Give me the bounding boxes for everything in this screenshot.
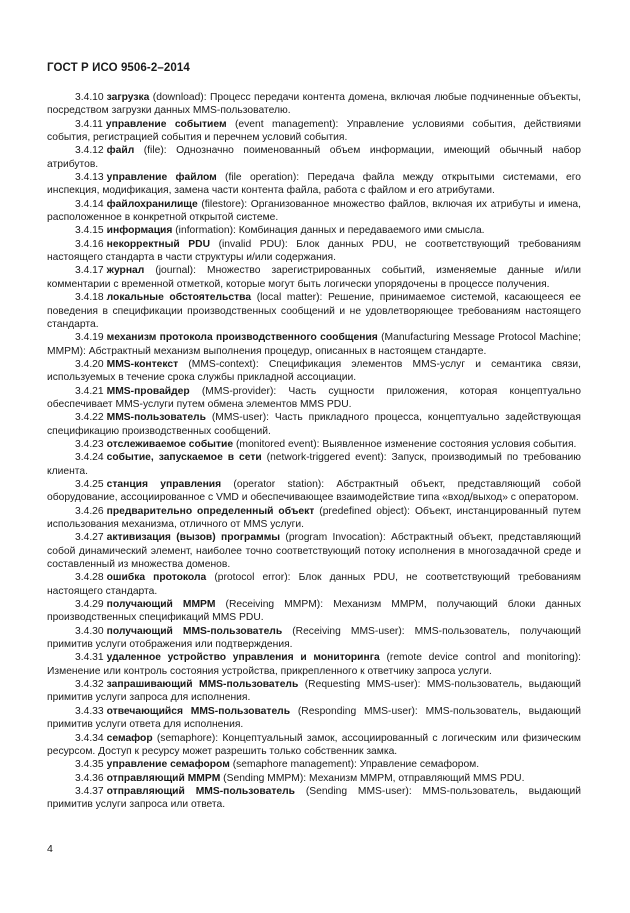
entry-number: 3.4.27 bbox=[75, 532, 104, 544]
entry-term: получающий MMS-пользователь bbox=[106, 625, 283, 637]
entry-term: информация bbox=[106, 225, 173, 237]
definition-entry bbox=[47, 411, 581, 438]
definition-entry bbox=[47, 91, 581, 118]
definition-entry bbox=[47, 385, 581, 412]
entry-definition: (file operation): Передача файла между открытыми системами, его инспекция, модификация, замена части контента файла, работа с файлом и его атрибутами. bbox=[47, 172, 581, 197]
entry-definition: (predefined object): Объект, инстанцированный путем использования механизма, отличного от MMS услуги. bbox=[47, 505, 581, 530]
entry-term: активизация (вызов) программы bbox=[106, 532, 281, 544]
definition-entry bbox=[47, 198, 581, 225]
entry-definition: (semaphore): Концептуальный замок, ассоциированный с логическим или физическим ресурсом. Доступ к ресурсу может разрешить только собственник замка. bbox=[47, 732, 581, 757]
entry-term: управление семафором bbox=[106, 759, 230, 771]
entry-definition: (Sending MMPM): Механизм MMPM, отправляющий MMS PDU. bbox=[220, 772, 525, 784]
entry-number: 3.4.35 bbox=[75, 759, 104, 771]
entry-number: 3.4.37 bbox=[75, 785, 104, 797]
entry-definition: (local matter): Решение, принимаемое системой, касающееся ее поведения в спецификации производственных сообщений и не удовлетворяющее требованиям настоящего стандарта. bbox=[47, 292, 581, 330]
entry-definition: (monitored event): Выявленное изменение состояния условия события. bbox=[233, 438, 577, 450]
definition-entry bbox=[47, 264, 581, 291]
entry-definition: (download): Процесс передачи контента домена, включая любые подчиненные объекты, посредством загрузки данных MMS-пользователю. bbox=[47, 92, 581, 117]
definition-entry bbox=[47, 144, 581, 171]
entry-term: MMS-провайдер bbox=[106, 385, 190, 397]
entry-number: 3.4.19 bbox=[75, 332, 104, 344]
entry-number: 3.4.32 bbox=[75, 679, 104, 691]
entry-definition: (program Invocation): Абстрактный объект, представляющий собой динамический элемент, наиболее точно соответствующий потоку исполнения в многозадачной среде и составленный из множества доменов. bbox=[47, 532, 582, 571]
entry-term: управление файлом bbox=[106, 172, 217, 184]
entry-number: 3.4.30 bbox=[75, 625, 104, 637]
entry-definition: (operator station): Абстрактный объект, представляющий собой оборудование, ассоциированное с VMD и обеспечивающее взаимодействие типа «вход/выход» с оператором. bbox=[47, 478, 582, 504]
entry-definition: (invalid PDU): Блок данных PDU, не соответствующий требованиям настоящего стандарта в части структуры и/или содержания. bbox=[47, 238, 582, 264]
entry-number: 3.4.18 bbox=[75, 292, 104, 304]
entry-number: 3.4.25 bbox=[75, 478, 104, 490]
entry-number: 3.4.29 bbox=[75, 599, 104, 611]
entry-definition: (protocol error): Блок данных PDU, не соответствующий требованиям настоящего стандарта. bbox=[47, 572, 581, 597]
definition-entry bbox=[47, 598, 581, 625]
entry-number: 3.4.15 bbox=[75, 225, 104, 237]
definition-entry bbox=[47, 238, 581, 265]
entry-term: отправляющий MMPM bbox=[106, 772, 221, 784]
entry-term: MMS-пользователь bbox=[106, 412, 206, 424]
entry-number: 3.4.21 bbox=[75, 385, 104, 397]
definitions-list bbox=[47, 91, 581, 812]
entry-definition: (Manufacturing Message Protocol Machine; MMPM): Абстрактный механизм выполнения процедур, описанных в настоящем стандарте. bbox=[47, 332, 581, 357]
entry-term: семафор bbox=[106, 732, 153, 744]
entry-definition: (filestore): Организованное множество файлов, включая их атрибуты и имена, расположенное в конкретной открытой системе. bbox=[47, 198, 581, 224]
entry-number: 3.4.11 bbox=[75, 118, 103, 130]
entry-definition: (semaphore management): Управление семафором. bbox=[229, 759, 480, 771]
entry-term: отслеживаемое событие bbox=[106, 438, 234, 450]
definition-entry bbox=[47, 505, 581, 532]
entry-number: 3.4.36 bbox=[75, 772, 104, 784]
entry-term: событие, запускаемое в сети bbox=[106, 452, 262, 464]
entry-term: запрашивающий MMS-пользователь bbox=[106, 679, 299, 691]
entry-number: 3.4.14 bbox=[75, 198, 104, 210]
definition-entry bbox=[47, 651, 581, 678]
entry-term: получающий MMPM bbox=[106, 599, 216, 611]
entry-term: ошибка протокола bbox=[106, 572, 207, 584]
entry-number: 3.4.31 bbox=[75, 652, 104, 664]
definition-entry bbox=[47, 758, 581, 771]
definition-entry bbox=[47, 678, 581, 705]
entry-definition: (Responding MMS-user): MMS-пользователь, выдающий примитив услуги ответа для исполнения. bbox=[47, 705, 581, 731]
definition-entry bbox=[47, 451, 581, 478]
entry-term: станция управления bbox=[106, 478, 222, 490]
entry-term: файл bbox=[106, 145, 135, 157]
entry-number: 3.4.12 bbox=[75, 145, 104, 157]
entry-definition: (remote device control and monitoring): Изменение или контроль состояния устройства, прикрепленного к ответчику запроса услуги. bbox=[47, 652, 581, 677]
entry-number: 3.4.16 bbox=[75, 238, 104, 250]
definition-entry bbox=[47, 438, 581, 451]
entry-definition: (Sending MMS-user): MMS-пользователь, выдающий примитив услуги запроса или ответа. bbox=[47, 785, 581, 811]
entry-term: загрузка bbox=[106, 92, 150, 103]
definition-entry bbox=[47, 291, 581, 331]
entry-number: 3.4.10 bbox=[75, 92, 104, 103]
definition-entry bbox=[47, 772, 581, 785]
definition-entry bbox=[47, 224, 581, 237]
definition-entry bbox=[47, 331, 581, 358]
entry-definition: (MMS-context): Спецификация элементов MMS-услуг и семантика связи, используемых в течение срока службы прикладной ассоциации. bbox=[47, 358, 581, 384]
definition-entry bbox=[47, 171, 581, 198]
entry-number: 3.4.23 bbox=[75, 438, 104, 450]
definition-entry bbox=[47, 531, 581, 571]
entry-term: журнал bbox=[106, 265, 145, 277]
entry-definition: (MMS-provider): Часть сущности приложения, которая концептуально обеспечивает MMS-услуги путем обмена элементов MMS PDU. bbox=[47, 385, 581, 410]
entry-number: 3.4.34 bbox=[75, 732, 104, 744]
entry-term: файлохранилище bbox=[106, 198, 198, 210]
entry-definition: (file): Однозначно поименованный объем информации, имеющий обычный набор атрибутов. bbox=[47, 145, 581, 170]
entry-term: некорректный PDU bbox=[106, 238, 211, 250]
entry-definition: (information): Комбинация данных и передаваемого ими смысла. bbox=[172, 225, 485, 237]
standard-header: ГОСТ Р ИСО 9506-2–2014 bbox=[47, 62, 190, 74]
page-number: 4 bbox=[47, 843, 53, 855]
definition-entry bbox=[47, 705, 581, 732]
definition-entry bbox=[47, 478, 581, 505]
definition-entry bbox=[47, 118, 581, 145]
entry-definition: (Requesting MMS-user): MMS-пользователь, выдающий примитив услуги запроса для исполнения. bbox=[47, 679, 581, 704]
entry-term: локальные обстоятельства bbox=[106, 292, 252, 304]
entry-number: 3.4.26 bbox=[75, 505, 104, 517]
entry-number: 3.4.28 bbox=[75, 572, 104, 584]
definition-entry bbox=[47, 732, 581, 759]
definition-entry bbox=[47, 571, 581, 598]
entry-number: 3.4.13 bbox=[75, 172, 104, 184]
entry-number: 3.4.33 bbox=[75, 705, 104, 717]
entry-definition: (network-triggered event): Запуск, производимый по требованию клиента. bbox=[47, 452, 581, 477]
definition-entry bbox=[47, 358, 581, 385]
entry-definition: (MMS-user): Часть прикладного процесса, концептуально задействующая спецификацию производственных сообщений. bbox=[47, 412, 581, 437]
entry-term: предварительно определенный объект bbox=[106, 505, 315, 517]
definition-entry bbox=[47, 785, 581, 812]
entry-term: отправляющий MMS-пользователь bbox=[106, 785, 295, 797]
entry-term: отвечающийся MMS-пользователь bbox=[106, 705, 291, 717]
entry-definition: (Receiving MMPM): Механизм MMPM, получающий блоки данных производственных спецификаций MMS PDU. bbox=[47, 599, 581, 624]
entry-number: 3.4.24 bbox=[75, 452, 104, 464]
entry-term: управление событием bbox=[105, 118, 227, 130]
entry-number: 3.4.20 bbox=[75, 358, 104, 370]
entry-definition: (Receiving MMS-user): MMS-пользователь, получающий примитив услуги отображения или подтверждения. bbox=[47, 625, 581, 651]
entry-term: удаленное устройство управления и мониторинга bbox=[106, 652, 380, 664]
entry-definition: (event management): Управление условиями события, действиями события, регистрацией события и перечнем условий события. bbox=[47, 118, 581, 144]
entry-number: 3.4.17 bbox=[75, 265, 104, 277]
entry-term: механизм протокола производственного сообщения bbox=[106, 332, 378, 344]
entry-term: MMS-контекст bbox=[106, 358, 179, 370]
entry-definition: (journal): Множество зарегистрированных событий, изменяемые данные и/или комментарии с временной отметкой, которые могут быть логически упорядочены в процессе получения. bbox=[47, 265, 581, 290]
entry-number: 3.4.22 bbox=[75, 412, 104, 424]
definition-entry bbox=[47, 625, 581, 652]
